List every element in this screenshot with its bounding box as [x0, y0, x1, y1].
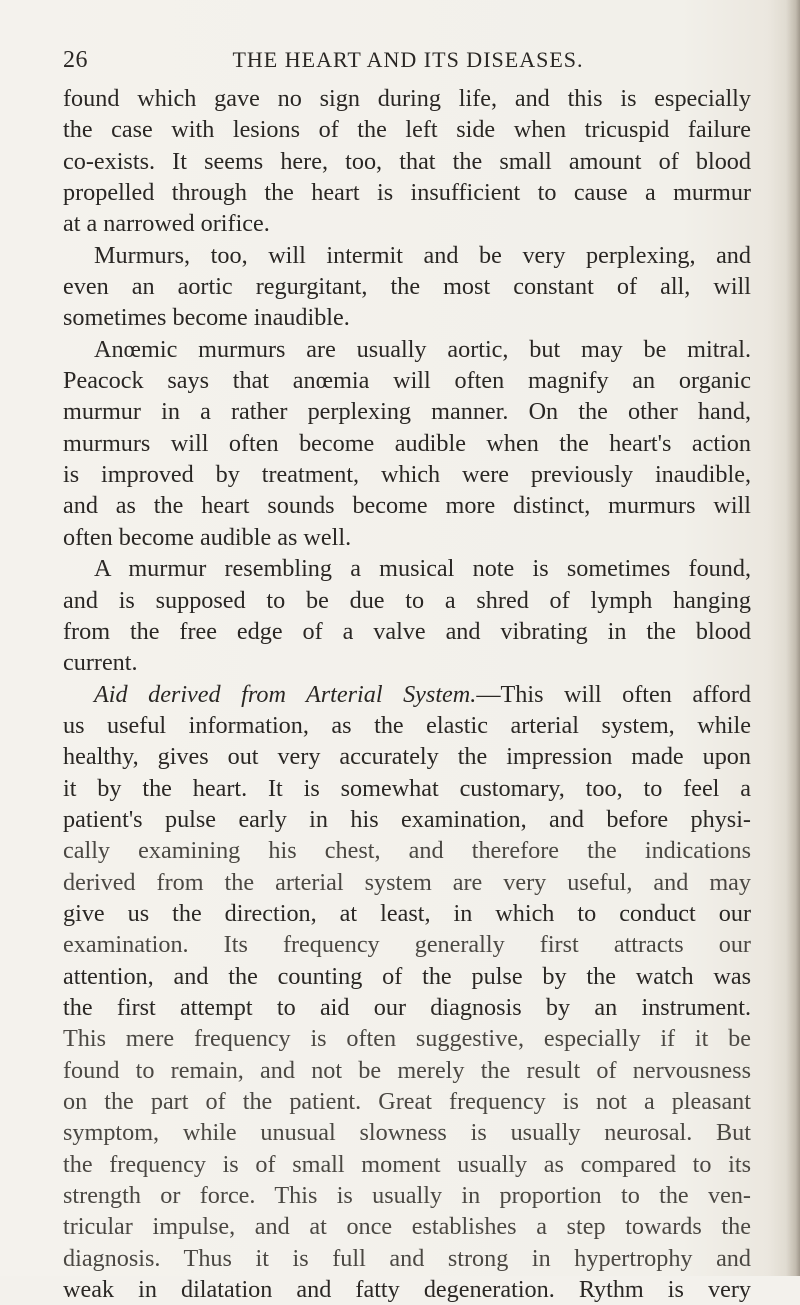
text-line: the case with lesions of the left side when tricuspid failure	[63, 116, 751, 144]
text-line: cally examining his chest, and therefore the indications	[63, 837, 751, 865]
page-header	[63, 47, 753, 77]
text-line: —This will often afford	[476, 680, 751, 708]
text-line: found to remain, and not be merely the result of nervousness	[63, 1056, 751, 1084]
page-edge-shadow	[786, 0, 800, 1276]
text-line: strength or force. This is usually in proportion to the ven-	[63, 1182, 751, 1210]
text-line: found which gave no sign during life, and this is especially	[63, 85, 751, 112]
text-line: Peacock says that anœmia will often magnify an organic	[63, 367, 751, 395]
text-line: murmur in a rather perplexing manner. On the other hand,	[63, 398, 751, 426]
text-line: is improved by treatment, which were previously inaudible,	[63, 461, 751, 489]
text-line: tricular impulse, and at once establishes a step towards the	[63, 1213, 751, 1241]
text-line: us useful information, as the elastic arterial system, while	[63, 711, 751, 739]
running-title: THE HEART AND ITS DISEASES.	[232, 47, 584, 72]
text-line: examination. Its frequency generally first attracts our	[63, 931, 751, 959]
text-line: derived from the arterial system are very useful, and may	[63, 868, 751, 896]
page-number: 26	[63, 47, 88, 73]
text-line: attention, and the counting of the pulse by the watch was	[63, 962, 751, 990]
text-line: and is supposed to be due to a shred of lymph hanging	[63, 586, 751, 614]
section-heading-line	[63, 679, 751, 710]
text-line: propelled through the heart is insufficient to cause a murmur	[63, 179, 751, 207]
text-line: A murmur resembling a musical note is sometimes found,	[94, 555, 751, 583]
text-line: symptom, while unusual slowness is usually neurosal. But	[63, 1119, 751, 1147]
text-line: give us the direction, at least, in which to conduct our	[63, 899, 751, 927]
text-line: and as the heart sounds become more distinct, murmurs will	[63, 492, 751, 520]
text-line: from the free edge of a valve and vibrating in the blood	[63, 617, 751, 645]
text-line: Murmurs, too, will intermit and be very perplexing, and	[94, 241, 751, 269]
section-heading: Aid derived from Arterial System.	[94, 680, 477, 708]
text-line: sometimes become inaudible.	[63, 304, 350, 332]
text-line: co-exists. It seems here, too, that the small amount of blood	[63, 147, 751, 175]
text-line: the frequency is of small moment usually as compared to its	[63, 1150, 751, 1178]
text-line: current.	[63, 649, 138, 677]
text-line: the first attempt to aid our diagnosis by an instrument.	[63, 993, 751, 1021]
text-line: weak in dilatation and fatty degeneration. Rythm is very	[63, 1276, 751, 1304]
text-line: even an aortic regurgitant, the most constant of all, will	[63, 273, 751, 301]
text-line: at a narrowed orifice.	[63, 210, 270, 238]
text-line: patient's pulse early in his examination, and before physi-	[63, 805, 751, 833]
text-line: murmurs will often become audible when the heart's action	[63, 429, 751, 457]
text-line: Anœmic murmurs are usually aortic, but may be mitral.	[94, 335, 751, 363]
text-line: This mere frequency is often suggestive, especially if it be	[63, 1025, 751, 1053]
text-line: on the part of the patient. Great frequency is not a pleasant	[63, 1088, 751, 1115]
text-line: it by the heart. It is somewhat customary, too, to feel a	[63, 774, 751, 802]
text-line: diagnosis. Thus it is full and strong in hypertrophy and	[63, 1244, 751, 1272]
text-line: healthy, gives out very accurately the impression made upon	[63, 743, 751, 771]
body-text	[63, 83, 751, 1305]
text-line: often become audible as well.	[63, 523, 352, 551]
